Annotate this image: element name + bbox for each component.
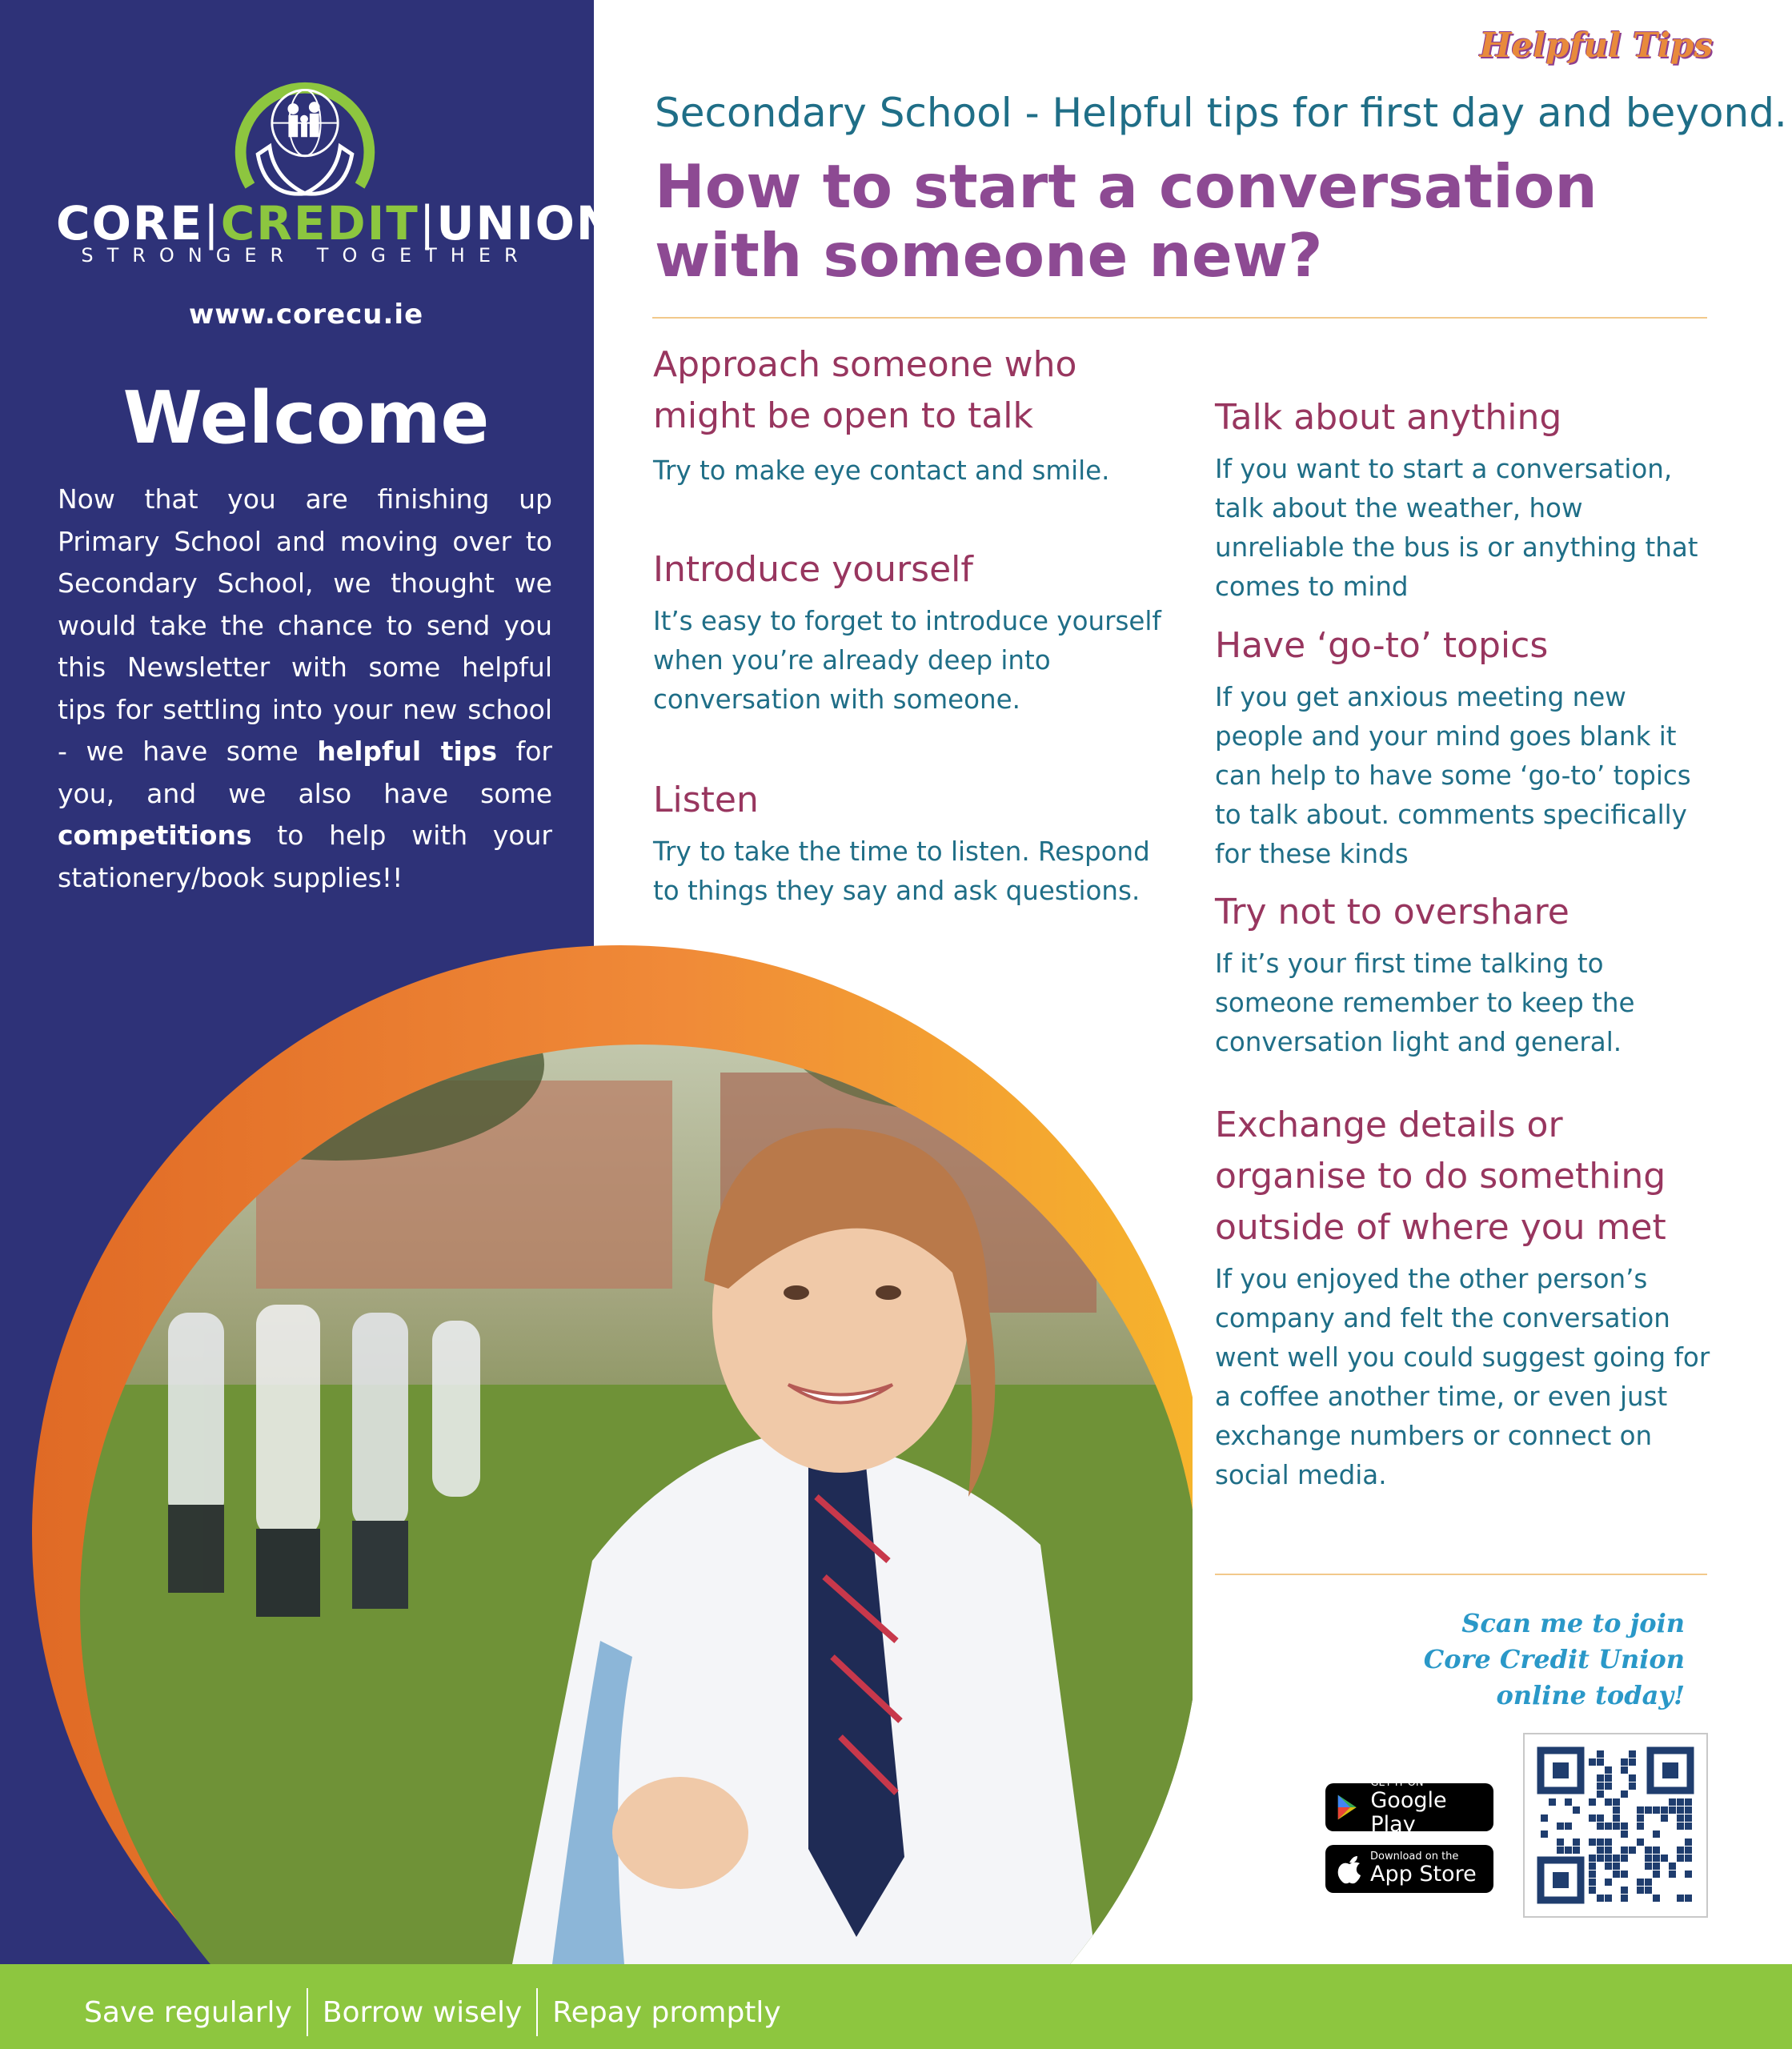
tip-body: If it’s your first time talking to someone remember to keep the conversation light and general. [1215, 948, 1635, 1057]
page-subtitle: Secondary School - Helpful tips for first day and beyond. [655, 90, 1787, 136]
tip-heading: Listen [653, 780, 759, 820]
qr-code[interactable] [1523, 1733, 1708, 1918]
brand-name-right: UNION [436, 196, 617, 251]
tip-heading: Introduce yourself [653, 549, 973, 590]
page-headline [655, 152, 1695, 290]
tip-exchange-details [1215, 1100, 1711, 1495]
google-play-icon [1333, 1791, 1364, 1823]
tip-introduce [653, 544, 1165, 720]
google-play-badge[interactable] [1325, 1777, 1493, 1837]
footer-divider [536, 1988, 538, 2036]
scan-cta-line-2: Core Credit Union [1423, 1644, 1685, 1674]
tip-heading: Approach someone who might be open to talk [653, 344, 1077, 436]
tip-body: Try to take the time to listen. Respond to things they say and ask questions. [653, 836, 1150, 906]
scan-cta-line-1: Scan me to join [1461, 1608, 1685, 1638]
tip-body: Try to make eye contact and smile. [653, 455, 1110, 486]
tip-talk-anything [1215, 392, 1711, 607]
tip-overshare [1215, 887, 1711, 1062]
footer-repay: Repay promptly [552, 1995, 781, 2029]
tip-go-to-topics [1215, 620, 1711, 874]
tip-heading: Exchange details or organise to do something outside of where you met [1215, 1105, 1666, 1248]
footer-slogans [84, 1988, 781, 2036]
welcome-title: Welcome [122, 376, 490, 460]
welcome-text-3: to help with your stationery/book supplies!! [58, 820, 552, 893]
cta-divider [1215, 1574, 1707, 1575]
google-play-small: GET IT ON [1370, 1777, 1424, 1789]
footer-divider [307, 1988, 308, 2036]
welcome-bold-2: competitions [58, 820, 252, 851]
apple-icon [1335, 1853, 1364, 1885]
brand-tagline: STRONGER TOGETHER [81, 244, 531, 267]
app-store-big: App Store [1370, 1862, 1477, 1887]
tip-body: If you enjoyed the other person’s company and felt the conversation went well you could suggest going for a coffee another time, or even just exchange numbers or connect on social media. [1215, 1264, 1710, 1490]
tip-heading: Talk about anything [1215, 397, 1562, 438]
headline-line-2: with someone new? [655, 220, 1323, 291]
footer-save: Save regularly [84, 1995, 292, 2029]
tip-listen [653, 775, 1165, 911]
scan-cta [1377, 1606, 1685, 1714]
header-divider [652, 317, 1707, 319]
helpful-tips-badge: Helpful Tips [1479, 26, 1713, 65]
qr-code-icon [1525, 1734, 1706, 1916]
welcome-text-2: for you, and we also have some [58, 736, 553, 809]
app-store-badge[interactable] [1325, 1845, 1493, 1893]
student-photo [16, 936, 1193, 1964]
tip-heading: Have ‘go-to’ topics [1215, 625, 1549, 666]
footer-borrow: Borrow wisely [322, 1995, 523, 2029]
brand-wordmark: CORE|CREDIT|UNION [56, 196, 617, 251]
welcome-bold-1: helpful tips [317, 736, 498, 767]
tip-approach [653, 339, 1165, 491]
tip-body: It’s easy to forget to introduce yourself when you’re already deep into conversation with someone. [653, 606, 1161, 715]
google-play-big: Google Play [1370, 1788, 1447, 1837]
brand-name-mid: CREDIT [220, 196, 419, 251]
headline-line-1: How to start a conversation [655, 151, 1598, 222]
website-link[interactable]: www.corecu.ie [188, 299, 424, 331]
welcome-body [58, 479, 552, 899]
tip-heading: Try not to overshare [1215, 892, 1570, 932]
tip-body: If you want to start a conversation, talk about the weather, how unreliable the bus is or anything that comes to mind [1215, 454, 1698, 602]
welcome-text-1: Now that you are finishing up Primary School and moving over to Secondary School, we thought we would take the chance to send you this Newsletter with some helpful tips for settling into your new school - we have some [58, 483, 552, 767]
tip-body: If you get anxious meeting new people and your mind goes blank it can help to have some ‘go-to’ topics to talk about. comments specifically for these kinds [1215, 682, 1691, 869]
brand-name-left: CORE [56, 196, 204, 251]
scan-cta-line-3: online today! [1496, 1680, 1685, 1710]
app-store-small: Download on the [1370, 1851, 1459, 1863]
